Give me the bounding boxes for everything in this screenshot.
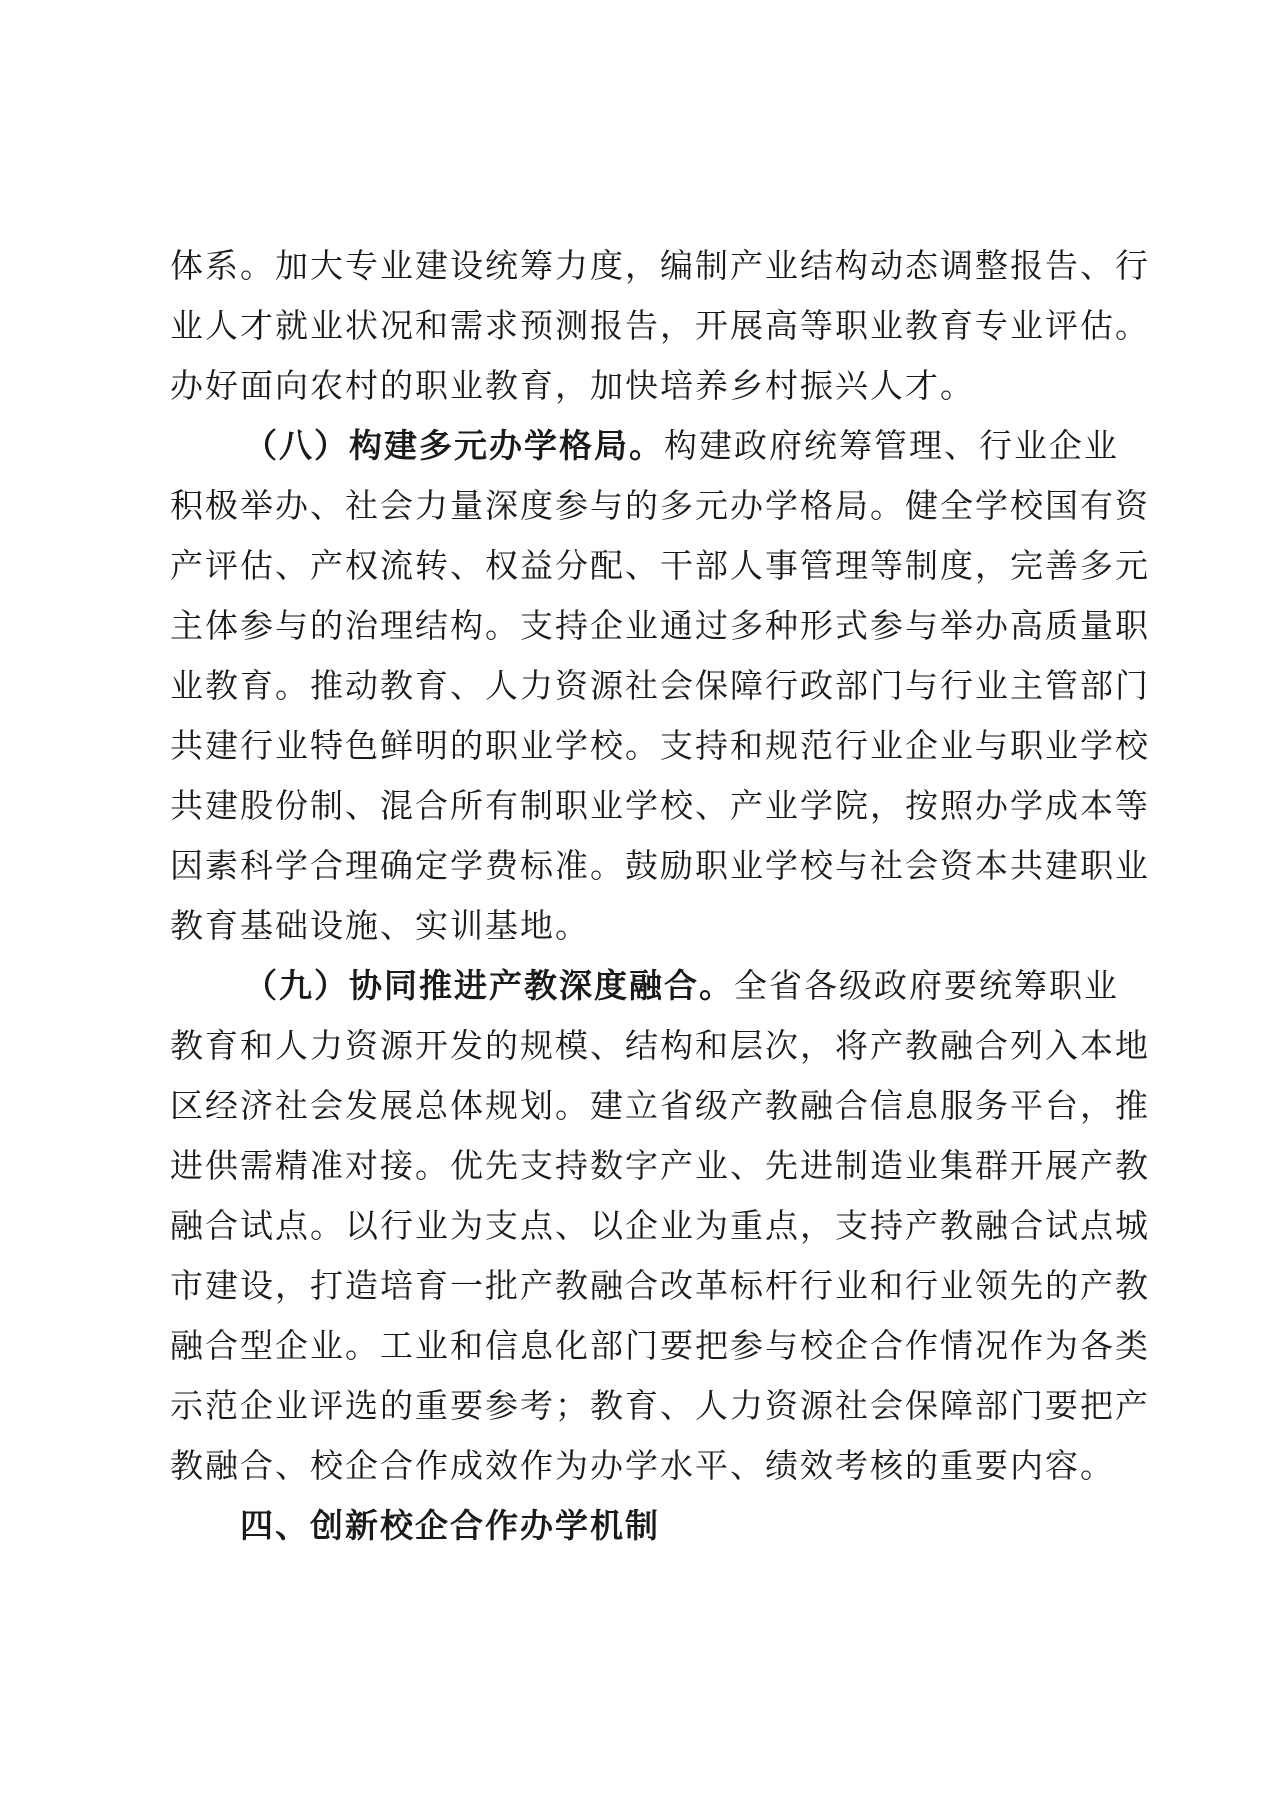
text-line: 市建设，打造培育一批产教融合改革标杆行业和行业领先的产教 <box>170 1266 1150 1305</box>
paragraph-8-first-line-text: 构建政府统筹管理、行业企业 <box>664 426 1119 465</box>
text-line: 教融合、校企合作成效作为办学水平、绩效考核的重要内容。 <box>170 1446 1115 1485</box>
text-line: 因素科学合理确定学费标准。鼓励职业学校与社会资本共建职业 <box>170 846 1150 885</box>
text-line: 教育基础设施、实训基地。 <box>170 906 590 945</box>
paragraph-8-title: （八）构建多元办学格局。 <box>244 426 664 465</box>
paragraph-9-first-line-text: 全省各级政府要统筹职业 <box>734 966 1119 1005</box>
paragraph-8 <box>170 416 1150 956</box>
text-line: 积极举办、社会力量深度参与的多元办学格局。健全学校国有资 <box>170 486 1150 525</box>
text-line: 示范企业评选的重要参考；教育、人力资源社会保障部门要把产 <box>170 1386 1150 1425</box>
text-line: 融合试点。以行业为支点、以企业为重点，支持产教融合试点城 <box>170 1206 1150 1245</box>
document-body <box>170 236 1150 1556</box>
section-heading: 四、创新校企合作办学机制 <box>240 1506 660 1545</box>
text-line: 共建行业特色鲜明的职业学校。支持和规范行业企业与职业学校 <box>170 726 1150 765</box>
text-line: 产评估、产权流转、权益分配、干部人事管理等制度，完善多元 <box>170 546 1150 585</box>
paragraph-first-line <box>170 956 1130 1016</box>
text-line: 体系。加大专业建设统筹力度，编制产业结构动态调整报告、行 <box>170 246 1150 285</box>
text-line: 办好面向农村的职业教育，加快培养乡村振兴人才。 <box>170 366 975 405</box>
text-line: 区经济社会发展总体规划。建立省级产教融合信息服务平台，推 <box>170 1086 1150 1125</box>
text-line: 业人才就业状况和需求预测报告，开展高等职业教育专业评估。 <box>170 306 1150 345</box>
text-line: 融合型企业。工业和信息化部门要把参与校企合作情况作为各类 <box>170 1326 1150 1365</box>
paragraph-9 <box>170 956 1150 1496</box>
paragraph-first-line <box>170 416 1130 476</box>
text-line: 进供需精准对接。优先支持数字产业、先进制造业集群开展产教 <box>170 1146 1150 1185</box>
paragraph-7-continuation <box>170 236 1150 416</box>
text-line: 主体参与的治理结构。支持企业通过多种形式参与举办高质量职 <box>170 606 1150 645</box>
text-line: 教育和人力资源开发的规模、结构和层次，将产教融合列入本地 <box>170 1026 1150 1065</box>
text-line: 业教育。推动教育、人力资源社会保障行政部门与行业主管部门 <box>170 666 1150 705</box>
paragraph-9-title: （九）协同推进产教深度融合。 <box>244 966 734 1005</box>
section-4 <box>170 1496 1130 1556</box>
text-line: 共建股份制、混合所有制职业学校、产业学院，按照办学成本等 <box>170 786 1150 825</box>
